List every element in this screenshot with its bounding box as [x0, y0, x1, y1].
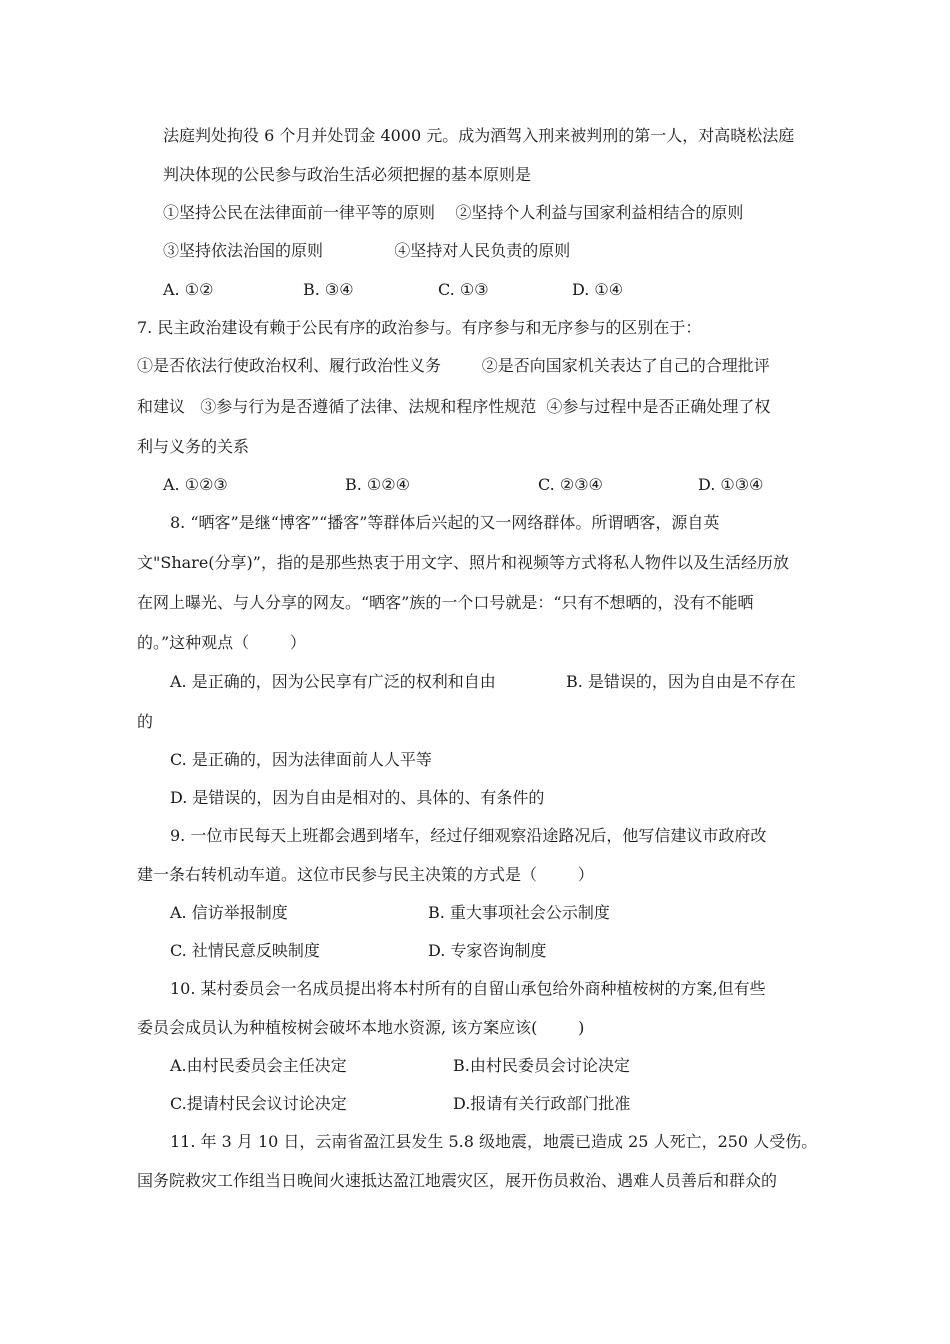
- q8-option-b: B. 是错误的，因为自由是不存在: [566, 672, 796, 691]
- q8-option-b-continued: 的: [137, 712, 154, 731]
- q8-stem-line-2: 文"Share(分享)”，指的是那些热衷于用文字、照片和视频等方式将私人物件以及生活经历放: [137, 553, 789, 572]
- q9-option-b: B. 重大事项社会公示制度: [428, 903, 610, 922]
- q7-option-c: C. ②③④: [538, 475, 603, 494]
- q6-line-2: 判决体现的公民参与政治生活必须把握的基本原则是: [163, 165, 532, 184]
- q9-option-c: C. 社情民意反映制度: [170, 941, 320, 960]
- q6-option-a: A. ①②: [163, 280, 214, 299]
- q11-stem-line-1: 11. 年 3 月 10 日，云南省盈江县发生 5.8 级地震，地震已造成 25 人死亡，250 人受伤。: [170, 1132, 818, 1151]
- q10-option-d: D.报请有关行政部门批准: [453, 1094, 631, 1113]
- q6-option-d: D. ①④: [572, 280, 624, 299]
- q6-option-b: B. ③④: [303, 280, 354, 299]
- q9-option-a: A. 信访举报制度: [170, 903, 288, 922]
- q7-option-d: D. ①③④: [698, 475, 764, 494]
- q7-statements-line-2: 和建议 ③参与行为是否遵循了法律、法规和程序性规范 ④参与过程中是否正确处理了权: [137, 397, 771, 416]
- q7-statements-line-1: ①是否依法行使政治权利、履行政治性义务 ②是否向国家机关表达了自己的合理批评: [137, 356, 770, 375]
- q7-stem: 7. 民主政治建设有赖于公民有序的政治参与。有序参与和无序参与的区别在于：: [137, 318, 702, 337]
- q7-statements-line-3: 利与义务的关系: [137, 437, 250, 456]
- q10-option-c: C.提请村民会议讨论决定: [170, 1094, 347, 1113]
- q9-option-d: D. 专家咨询制度: [428, 941, 547, 960]
- q8-stem-line-1: 8. “晒客”是继“博客”“播客”等群体后兴起的又一网络群体。所谓晒客，源自英: [170, 513, 720, 532]
- q7-option-b: B. ①②④: [345, 475, 410, 494]
- q6-statement-1-2: ①坚持公民在法律面前一律平等的原则 ②坚持个人利益与国家利益相结合的原则: [163, 203, 744, 222]
- q8-stem-line-4: 的。”这种观点（ ）: [137, 633, 306, 652]
- q8-stem-line-3: 在网上曝光、与人分享的网友。“晒客”族的一个口号就是：“只有不想晒的，没有不能晒: [137, 593, 754, 612]
- q10-stem-line-2: 委员会成员认为种植桉树会破坏本地水资源, 该方案应该( ): [137, 1018, 585, 1037]
- q8-option-c: C. 是正确的，因为法律面前人人平等: [170, 750, 432, 769]
- q9-stem-line-2: 建一条右转机动车道。这位市民参与民主决策的方式是（ ）: [137, 865, 594, 884]
- q7-option-a: A. ①②③: [163, 475, 228, 494]
- q10-option-b: B.由村民委员会讨论决定: [453, 1056, 630, 1075]
- q8-option-a: A. 是正确的，因为公民享有广泛的权利和自由: [170, 672, 496, 691]
- q9-stem-line-1: 9. 一位市民每天上班都会遇到堵车，经过仔细观察沿途路况后，他写信建议市政府改: [170, 826, 767, 845]
- q6-option-c: C. ①③: [438, 280, 489, 299]
- q11-stem-line-2: 国务院救灾工作组当日晚间火速抵达盈江地震灾区，展开伤员救治、遇难人员善后和群众的: [137, 1171, 778, 1190]
- q6-statement-3-4: ③坚持依法治国的原则 ④坚持对人民负责的原则: [163, 241, 571, 260]
- q10-stem-line-1: 10. 某村委员会一名成员提出将本村所有的自留山承包给外商种植桉树的方案,但有些: [170, 979, 766, 998]
- q8-option-d: D. 是错误的，因为自由是相对的、具体的、有条件的: [170, 788, 545, 807]
- q6-line-1: 法庭判处拘役 6 个月并处罚金 4000 元。成为酒驾入刑来被判刑的第一人，对高晓松法庭: [163, 126, 795, 145]
- q10-option-a: A.由村民委员会主任决定: [170, 1056, 347, 1075]
